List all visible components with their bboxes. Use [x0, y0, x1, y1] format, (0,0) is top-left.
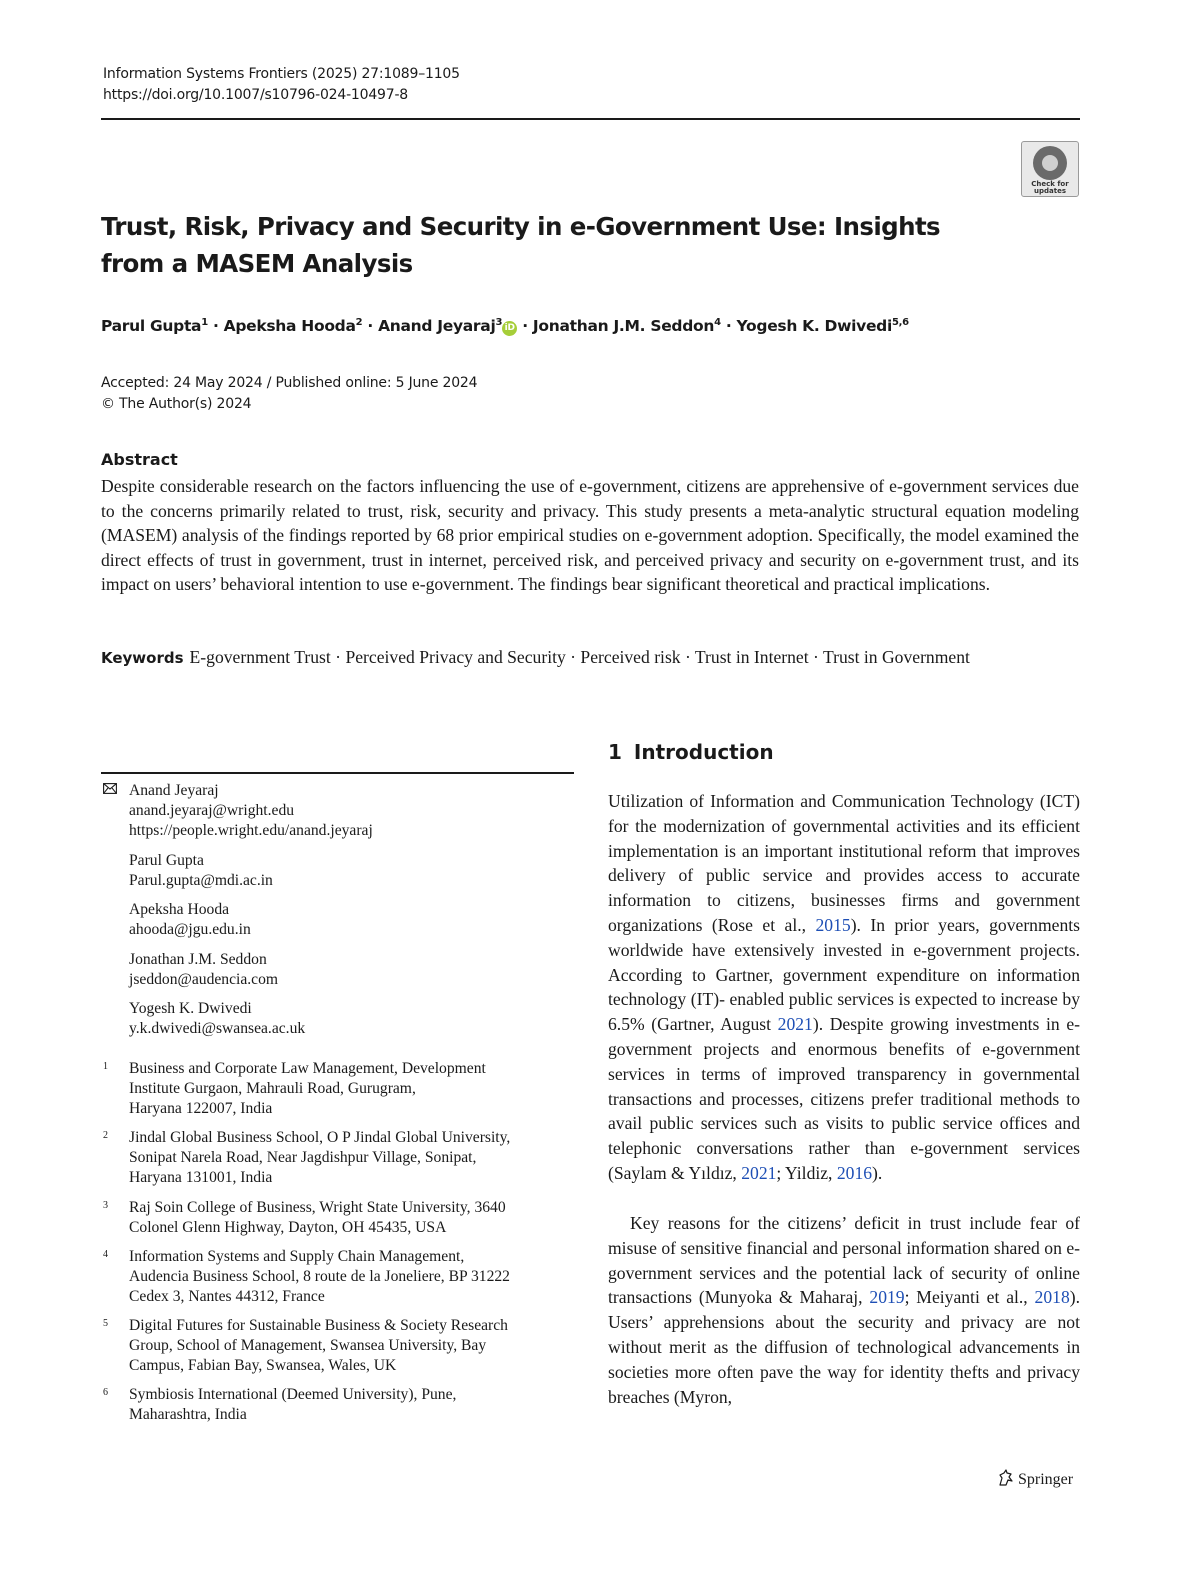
author-list [101, 312, 1091, 337]
author-affiliation-ref: 2 [355, 317, 363, 328]
affiliation-line: Maharashtra, India [129, 1406, 247, 1423]
author-affiliation-ref: 3 [495, 317, 503, 328]
contact-name: Parul Gupta [129, 852, 204, 869]
paragraph-text: Key reasons for the citizens’ deficit in trust include fear of misuse of sensitive financial and personal information shared on e-government services and the potential lack of security of online transactions (Munyoka & Maharaj, [608, 1213, 1080, 1308]
contact-email-link[interactable]: ahooda@jgu.edu.in [129, 921, 251, 938]
publisher-logo [997, 1468, 1073, 1492]
check-for-updates-button[interactable] [1021, 141, 1079, 197]
author-name[interactable]: Anand Jeyaraj [378, 317, 496, 336]
author-name[interactable]: Yogesh K. Dwivedi [736, 317, 892, 336]
affiliation [129, 1128, 569, 1188]
copyright-notice: © The Author(s) 2024 [101, 396, 252, 412]
citation-link[interactable]: 2021 [777, 1014, 813, 1035]
springer-horse-icon [997, 1469, 1015, 1487]
keywords-list: E-government Trust · Perceived Privacy and Security · Perceived risk · Trust in Internet · Trust in Government [189, 647, 970, 667]
author-name[interactable]: Parul Gupta [101, 317, 202, 336]
contact-block [129, 900, 569, 940]
affiliation-number: 6 [103, 1387, 108, 1398]
affiliation-number: 3 [103, 1200, 108, 1211]
doi-link[interactable]: https://doi.org/10.1007/s10796-024-10497-8 [103, 87, 409, 103]
journal-header [103, 64, 460, 106]
check-updates-label-1: Check for [1031, 180, 1069, 188]
affiliation [129, 1198, 569, 1238]
contact-url-link[interactable]: https://people.wright.edu/anand.jeyaraj [129, 822, 373, 839]
paragraph-text: ). In prior years, governments worldwide have extensively invested in e-government projects. According to Gartner, government expenditure on information technology (IT)- enabled public services is expected to increase by 6.5% (Gartner, August [608, 914, 1080, 1035]
contact-email-link[interactable]: y.k.dwivedi@swansea.ac.uk [129, 1020, 306, 1037]
affiliation-line: Information Systems and Supply Chain Management, [129, 1248, 465, 1265]
affiliation-number: 1 [103, 1061, 108, 1072]
affiliation-line: Haryana 122007, India [129, 1100, 273, 1117]
affiliation [129, 1316, 569, 1376]
citation-link[interactable]: 2018 [1034, 1287, 1070, 1308]
envelope-icon [103, 783, 117, 794]
author-separator: · [362, 317, 379, 336]
paragraph-text: ). Users’ apprehensions about the security and privacy are not without merit as the diffusion of technological advancements in societies more often pave the way for identity thefts and privacy breaches (Myron, [608, 1287, 1080, 1407]
intro-paragraph [608, 1211, 1080, 1409]
affiliation-line: Audencia Business School, 8 route de la Joneliere, BP 31222 [129, 1268, 510, 1285]
keywords-heading: Keywords [101, 649, 184, 667]
abstract-heading: Abstract [101, 450, 178, 469]
affiliation [129, 1385, 569, 1425]
header-rule [101, 118, 1080, 120]
affiliation-line: Business and Corporate Law Management, Development [129, 1060, 486, 1077]
contact-block [129, 851, 569, 891]
contact-email-link[interactable]: Parul.gupta@mdi.ac.in [129, 872, 273, 889]
section-title: Introduction [633, 740, 774, 764]
affiliation-line: Jindal Global Business School, O P Jindal Global University, [129, 1129, 511, 1146]
author-affiliation-ref: 1 [201, 317, 208, 328]
author-name[interactable]: Jonathan J.M. Seddon [532, 317, 715, 336]
publication-dates: Accepted: 24 May 2024 / Published online: 5 June 2024 [101, 375, 478, 391]
intro-paragraph [608, 789, 1080, 1186]
affiliation-line: Campus, Fabian Bay, Swansea, Wales, UK [129, 1357, 397, 1374]
paragraph-text: ; Meiyanti et al., [904, 1287, 1035, 1308]
abstract-body: Despite considerable research on the factors influencing the use of e-government, citizens are apprehensive of e-government services due to the concerns primarily related to trust, risk, security and privacy. This study presents a meta-analytic structural equation modeling (MASEM) analysis of the findings reported by 68 prior empirical studies on e-government adoption. Specifically, the model examined the direct effects of trust in government, trust in internet, perceived risk, and perceived privacy and security on e-government trust, and its impact on users’ behavioral intention to use e-government. The findings bear significant theoretical and practical implications. [101, 476, 1079, 595]
check-updates-label-2: updates [1034, 187, 1066, 195]
affiliation-number: 4 [103, 1249, 108, 1260]
article-title: Trust, Risk, Privacy and Security in e-Government Use: Insights from a MASEM Analysis [101, 212, 941, 278]
affiliation-line: Sonipat Narela Road, Near Jagdishpur Village, Sonipat, [129, 1149, 477, 1166]
contact-email-link[interactable]: jseddon@audencia.com [129, 971, 279, 988]
check-updates-icon [1033, 146, 1067, 180]
contact-block [129, 999, 569, 1039]
affiliation-line: Institute Gurgaon, Mahrauli Road, Gurugram, [129, 1080, 416, 1097]
paragraph-text: ; Yildiz, [776, 1162, 837, 1183]
author-separator: · [207, 317, 224, 336]
author-affiliation-ref: 4 [714, 317, 721, 328]
orcid-icon[interactable]: iD [502, 321, 517, 336]
affiliation-line: Colonel Glenn Highway, Dayton, OH 45435, USA [129, 1219, 447, 1236]
citation-link[interactable]: 2019 [869, 1287, 905, 1308]
section-heading [608, 739, 774, 765]
affiliation-line: Group, School of Management, Swansea University, Bay [129, 1337, 487, 1354]
contact-name: Anand Jeyaraj [129, 782, 219, 799]
citation-link[interactable]: 2015 [815, 914, 851, 935]
author-name[interactable]: Apeksha Hooda [223, 317, 356, 336]
paragraph-text: ). [872, 1162, 883, 1183]
affiliation-line: Haryana 131001, India [129, 1169, 273, 1186]
affiliation [129, 1247, 569, 1307]
affiliation-number: 2 [103, 1130, 108, 1141]
paragraph-text: ). Despite growing investments in e-government projects and enormous benefits of e-government services in terms of improved transparency in governmental transactions and processes, citizens prefer traditional methods to avail public services such as visits to public service offices and telephonic conversations rather than e-government services (Saylam & Yıldız, [608, 1014, 1080, 1183]
footnote-rule [101, 772, 574, 774]
author-separator: · [720, 317, 737, 336]
affiliation-number: 5 [103, 1318, 108, 1329]
contact-name: Apeksha Hooda [129, 901, 230, 918]
contact-name: Jonathan J.M. Seddon [129, 951, 267, 968]
affiliation [129, 1059, 569, 1119]
citation-link[interactable]: 2016 [836, 1162, 873, 1183]
publication-info [101, 373, 477, 415]
contact-name: Yogesh K. Dwivedi [129, 1000, 252, 1017]
affiliation-line: Raj Soin College of Business, Wright State University, 3640 [129, 1199, 506, 1216]
affiliation-line: Symbiosis International (Deemed University), Pune, [129, 1386, 457, 1403]
contact-block [129, 781, 569, 841]
contact-email-link[interactable]: anand.jeyaraj@wright.edu [129, 802, 295, 819]
author-separator: · [517, 317, 533, 336]
affiliation-line: Cedex 3, Nantes 44312, France [129, 1288, 325, 1305]
contact-block [129, 950, 569, 990]
author-affiliation-ref: 5,6 [891, 317, 909, 328]
keywords-section [101, 645, 1079, 672]
publisher-name: Springer [1018, 1471, 1074, 1488]
journal-citation: Information Systems Frontiers (2025) 27:1089–1105 [103, 66, 460, 82]
section-number: 1 [608, 740, 622, 764]
affiliation-line: Digital Futures for Sustainable Business & Society Research [129, 1317, 508, 1334]
citation-link[interactable]: 2021 [741, 1162, 777, 1183]
paragraph-text: Utilization of Information and Communication Technology (ICT) for the modernization of governmental activities and its efficient implementation is an important institutional reform that improves delivery of public service and provides access to accurate information to citizens, businesses firms and government organizations (Rose et al., [608, 791, 1080, 935]
